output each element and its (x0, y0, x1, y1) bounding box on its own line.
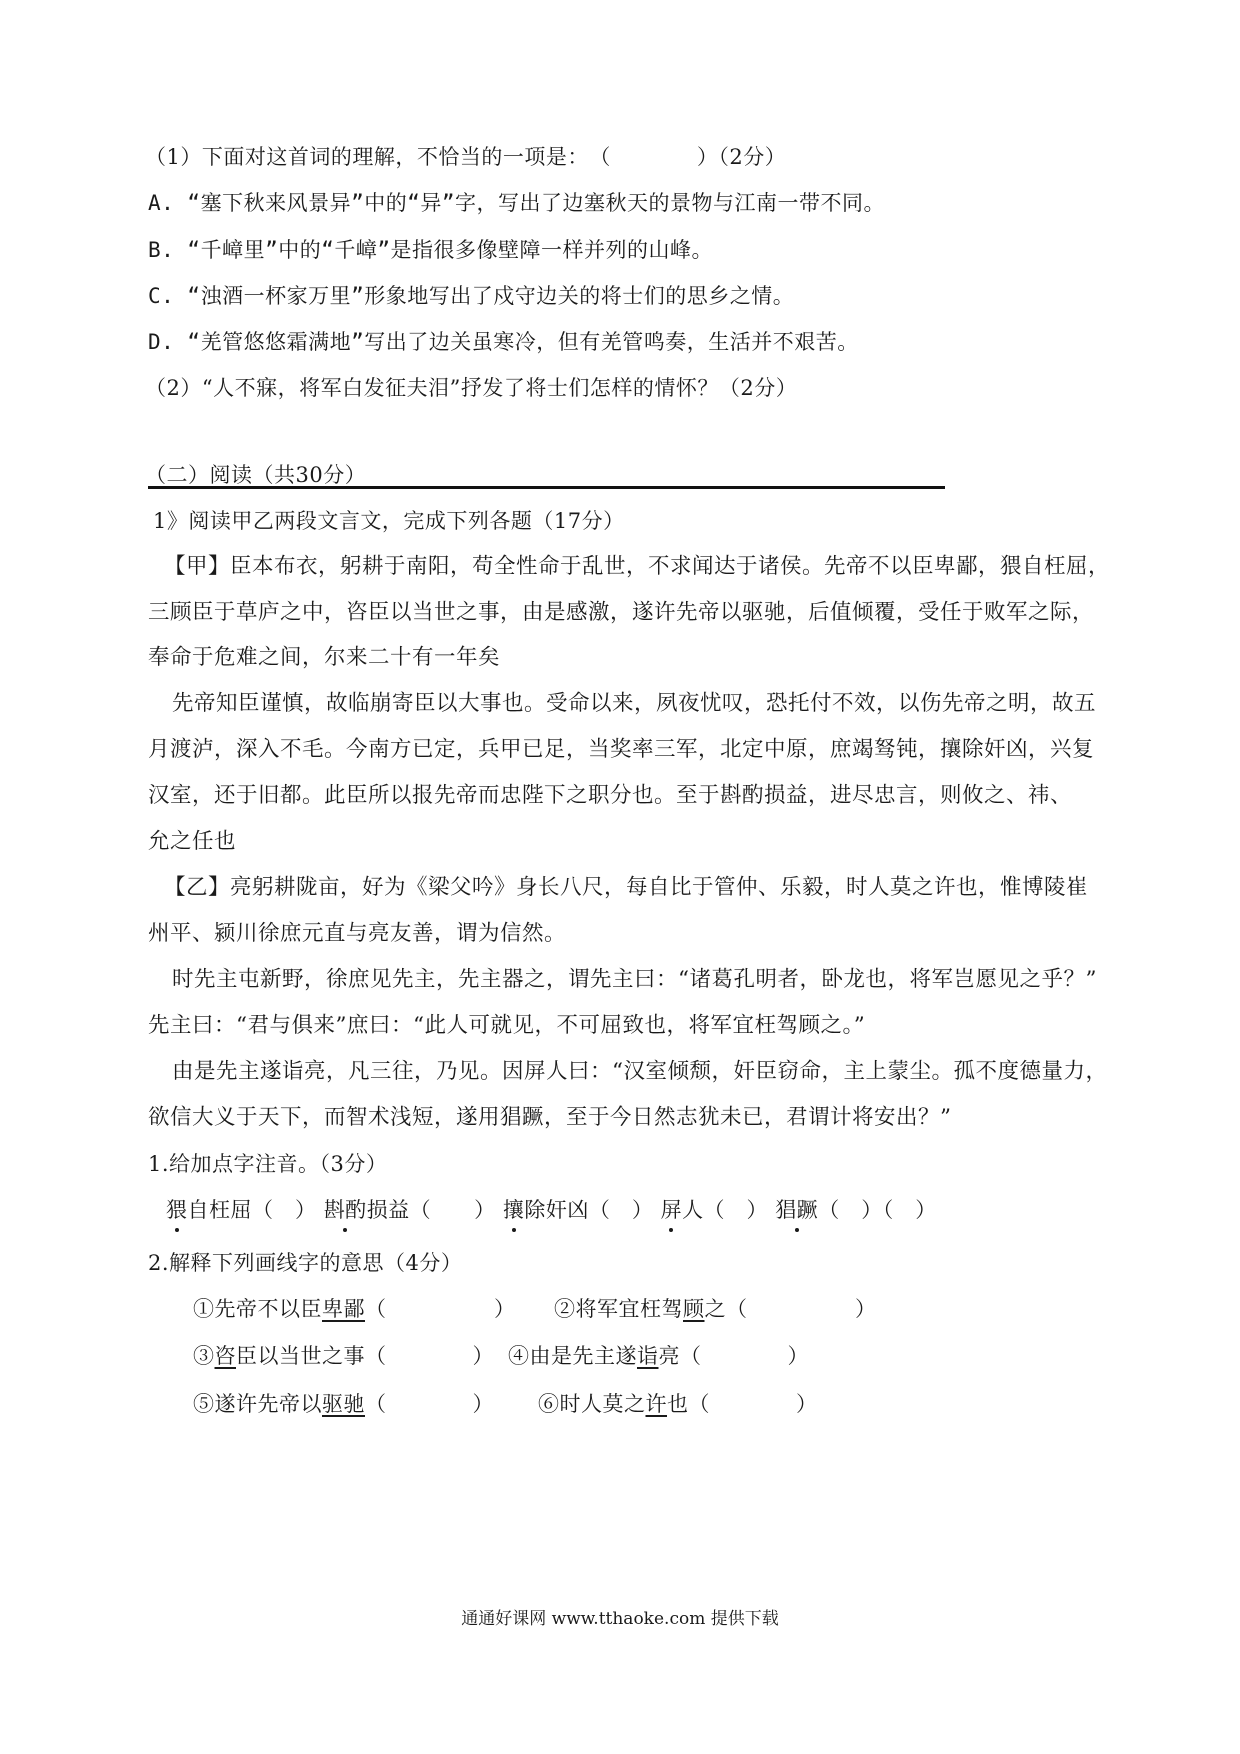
reading-intro: 1》阅读甲乙两段文言文，完成下列各题（17分） (153, 509, 625, 533)
dotted-char: 屏 (661, 1195, 683, 1225)
task2-item-4: ④由是先主遂诣亮（ ） (508, 1344, 809, 1368)
passage-yi-line: 由是先主遂诣亮，凡三往，乃见。因屏人曰：“汉室倾颓，奸臣窃命，主上蒙尘。孤不度德量力， (172, 1059, 1108, 1084)
passage-jia-line: 三顾臣于草庐之中，咨臣以当世之事，由是感激，遂许先帝以驱驰，后值倾覆，受任于败军之际， (148, 600, 1095, 625)
underlined-word: 诣 (637, 1344, 659, 1368)
passage-jia-line: 汉室，还于旧都。此臣所以报先帝而忠陛下之职分也。至于斟酌损益，进尽忠言，则攸之、祎、 (148, 783, 1073, 808)
passage-jia-line: 奉命于危难之间，尔来二十有一年矣 (148, 645, 501, 670)
task1-items: 猥自枉屈（ ） 斟酌损益（ ） 攘除奸凶（ ） 屏人（ ） 猖蹶（ ）（ ） (166, 1195, 937, 1225)
passage-yi-line: 【乙】亮躬耕陇亩，好为《梁父吟》身长八尺，每自比于管仲、乐毅，时人莫之许也，惟博陵崔 (164, 875, 1089, 900)
underlined-word: 卑鄙 (322, 1297, 365, 1321)
underlined-word: 顾 (683, 1297, 705, 1321)
dotted-char: 攘 (503, 1195, 525, 1225)
section-title: （二）阅读（共30分） (145, 463, 367, 487)
q1-option-b: B. “千嶂里”中的“千嶂”是指很多像壁障一样并列的山峰。 (148, 238, 713, 262)
underlined-word: 许 (645, 1392, 667, 1416)
page-footer: 通通好课网 www.tthaoke.com 提供下载 (461, 1609, 779, 1629)
passage-jia-line: 先帝知臣谨慎，故临崩寄臣以大事也。受命以来，夙夜忧叹，恐托付不效，以伤先帝之明，故五 (172, 691, 1097, 716)
passage-yi-line: 州平、颍川徐庶元直与亮友善，谓为信然。 (148, 921, 567, 946)
passage-yi-line: 欲信大义于天下，而智术浅短，遂用猖蹶，至于今日然志犹未已，君谓计将安出？” (148, 1105, 952, 1130)
dotted-char: 猖蹶 (775, 1195, 818, 1225)
task2-item-6: ⑥时人莫之许也（ ） (538, 1392, 818, 1416)
passage-jia-line: 允之任也 (148, 829, 237, 854)
passage-jia-line: 【甲】臣本布衣，躬耕于南阳，苟全性命于乱世，不求闻达于诸侯。先帝不以臣卑鄙，猥自枉屈， (164, 554, 1111, 579)
task2-item-3: ③咨臣以当世之事（ ） (193, 1344, 494, 1368)
q1-option-d: D. “羌管悠悠霜满地”写出了边关虽寒冷，但有羌管鸣奏，生活并不艰苦。 (148, 330, 859, 354)
task2-item-5: ⑤遂许先帝以驱驰（ ） (193, 1392, 494, 1416)
underlined-word: 咨 (214, 1344, 236, 1368)
q1-option-a: A. “塞下秋来风景异”中的“异”字，写出了边塞秋天的景物与江南一带不同。 (148, 191, 885, 215)
task2-title: 2.解释下列画线字的意思（4分） (148, 1251, 463, 1275)
task1-title: 1.给加点字注音。（3分） (148, 1152, 388, 1176)
underlined-word: 驱驰 (322, 1392, 365, 1416)
passage-yi-line: 先主曰：“君与俱来”庶曰：“此人可就见，不可屈致也，将军宜枉驾顾之。” (148, 1013, 866, 1038)
passage-jia-line: 月渡泸，深入不毛。今南方已定，兵甲已足，当奖率三军，北定中原，庶竭驽钝，攘除奸凶，兴复 (148, 737, 1095, 762)
passage-yi-line: 时先主屯新野，徐庶见先主，先主器之，谓先主曰：“诸葛孔明者，卧龙也，将军岂愿见之乎？” (172, 967, 1097, 992)
dotted-char: 猥 (166, 1195, 188, 1225)
task2-item-2: ②将军宜枉驾顾之（ ） (554, 1297, 877, 1321)
q1-option-c: C. “浊酒一杯家万里”形象地写出了戍守边关的将士们的思乡之情。 (148, 284, 795, 308)
q1-stem: （1）下面对这首词的理解，不恰当的一项是： （ ）（2分） (145, 145, 787, 169)
task2-item-1: ①先帝不以臣卑鄙（ ） (193, 1297, 516, 1321)
dotted-char: 斟酌 (324, 1195, 367, 1225)
q2-stem: （2）“人不寐，将军白发征夫泪”抒发了将士们怎样的情怀？（2分） (145, 376, 798, 400)
